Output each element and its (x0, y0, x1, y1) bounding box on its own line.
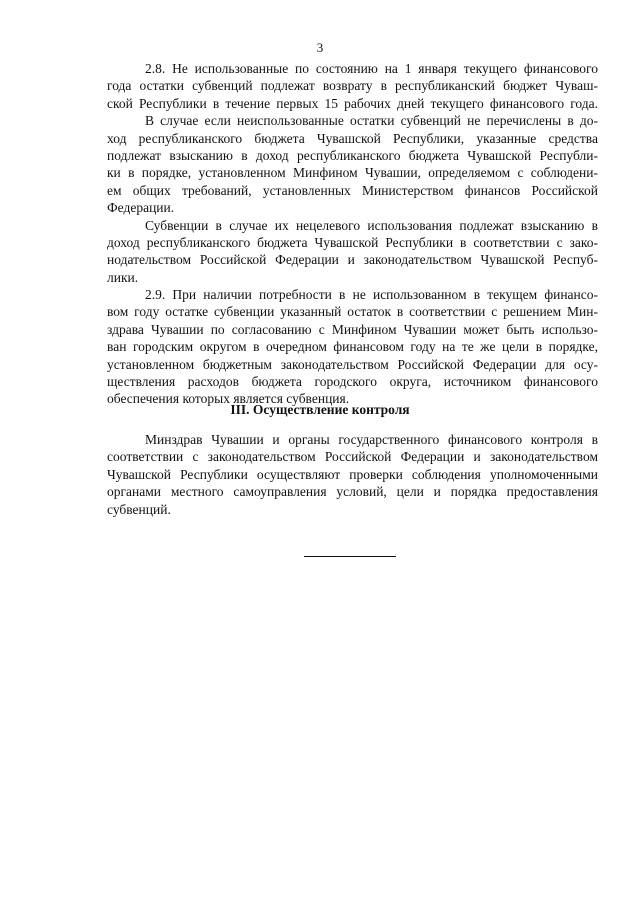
text-line: лики. (107, 269, 139, 285)
text-line: Субвенции в случае их нецелевого использования подлежат взысканию в (145, 217, 598, 233)
text-line: ществления расходов бюджета городского округа, источником финансового (107, 374, 598, 390)
text-line: ем общих требований, установленных Министерством финансов Российской (107, 182, 598, 198)
text-line: 2.9. При наличии потребности в не использованном в текущем финансо- (145, 287, 598, 303)
text-line: В случае если неиспользованные остатки субвенций не перечислены в до- (145, 113, 598, 129)
text-line: подлежат взысканию в доход республиканского бюджета Чувашской Республи- (107, 147, 598, 163)
lower-text-block (107, 431, 598, 518)
text-line: здрава Чувашии по согласованию с Минфином Чувашии может быть использо- (107, 321, 598, 337)
text-line: доход республиканского бюджета Чувашской Республики в соответствии с зако- (107, 234, 598, 250)
text-line: соответствии с законодательством Российской Федерации и законодательством (107, 449, 598, 465)
text-line: вом году остатке субвенции указанный остаток в соответствии с решением Мин- (107, 304, 598, 320)
page-number: 3 (316, 40, 324, 55)
text-line: ской Республики в течение первых 15 рабочих дней текущего финансового года. (107, 95, 598, 111)
text-line: Минздрав Чувашии и органы государственного финансового контроля в (145, 432, 598, 447)
text-line: установленном бюджетным законодательством Российской Федерации для осу- (107, 356, 598, 372)
section-heading: III. Осуществление контроля (230, 402, 410, 417)
text-line: ход республиканского бюджета Чувашской Республики, указанные средства (107, 130, 598, 146)
text-line: года остатки субвенций подлежат возврату в республиканский бюджет Чуваш- (107, 78, 598, 94)
text-line: органами местного самоуправления условий, цели и порядка предоставления (107, 484, 598, 500)
text-line: 2.8. Не использованные по состоянию на 1 января текущего финансового (145, 61, 598, 76)
text-line: нодательством Российской Федерации и законодательством Чувашской Респуб- (107, 252, 598, 268)
text-line: Чувашской Республики осуществляют проверки соблюдения уполномоченными (107, 466, 598, 482)
text-line: обеспечения которых является субвенция. (107, 391, 350, 407)
text-line: ки в порядке, установленном Минфином Чувашии, определяемом с соблюдени- (107, 165, 598, 181)
text-line: Федерации. (107, 200, 175, 216)
upper-text-block (107, 60, 598, 408)
text-line: субвенций. (107, 501, 171, 517)
text-line: ван городским округом в очередном финансовом году на те же цели в порядке, (107, 339, 598, 355)
end-rule (304, 556, 396, 557)
